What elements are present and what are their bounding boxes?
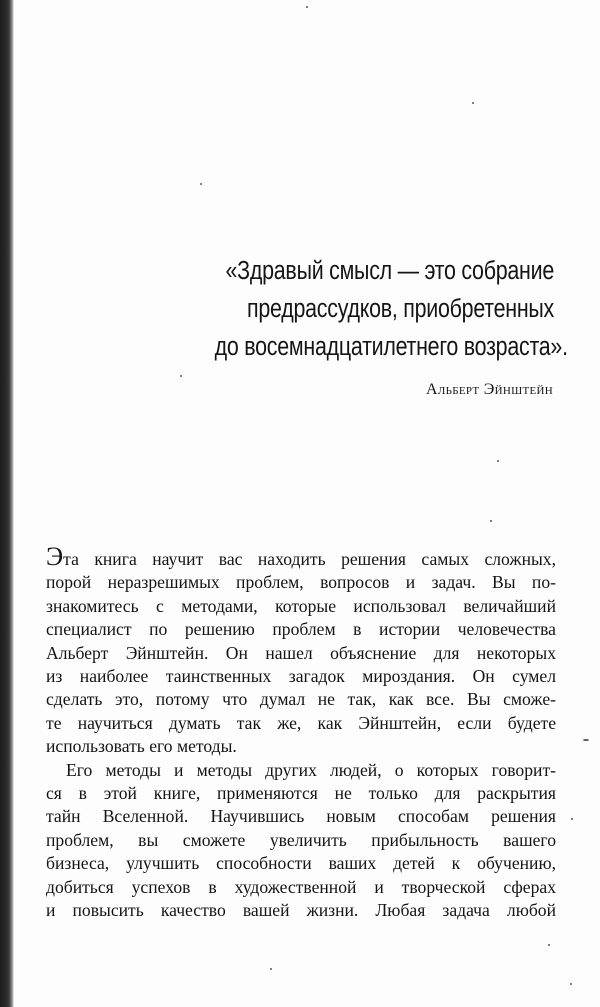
body-line: из наиболее таинственных загадок мироздания. Он сумел xyxy=(46,666,556,687)
body-line xyxy=(46,542,556,571)
scan-speck xyxy=(200,183,202,185)
epigraph-author: Альберт Эйнштейн xyxy=(425,381,553,398)
body-line: порой неразрешимых проблем, вопросов и задач. Вы по- xyxy=(46,572,556,593)
scan-speck xyxy=(571,818,573,820)
scan-speck xyxy=(490,520,492,522)
body-line: добиться успехов в художественной и творческой сферах xyxy=(46,876,556,897)
scan-speck xyxy=(570,983,572,985)
body-line: знакомитесь с методами, которые использовал величайший xyxy=(46,595,556,616)
body-line: ся в этой книге, применяются не только для раскрытия xyxy=(46,783,556,804)
body-line: использовать его методы. xyxy=(46,736,237,757)
body-line: Его методы и методы других людей, о которых говорит- xyxy=(66,759,556,780)
scan-speck xyxy=(472,102,474,104)
scan-speck xyxy=(548,944,550,946)
body-line: Альберт Эйнштейн. Он нашел объяснение для некоторых xyxy=(46,642,556,663)
scan-speck xyxy=(270,968,272,970)
body-line: и повысить качество вашей жизни. Любая задача любой xyxy=(46,900,556,921)
scan-speck xyxy=(180,375,182,377)
epigraph-line: предрассудков, приобретенных xyxy=(247,295,554,323)
body-line: тайн Вселенной. Научившись новым способам решения xyxy=(46,806,556,827)
epigraph-line: до восемнадцатилетнего возраста». xyxy=(214,333,568,361)
scan-binding-edge xyxy=(0,0,14,1007)
first-letter: Э xyxy=(46,542,64,571)
scan-speck xyxy=(497,460,499,462)
epigraph-quote xyxy=(214,252,568,366)
body-line: те научиться думать так же, как Эйнштейн, если будете xyxy=(46,712,556,733)
epigraph-line: «Здравый смысл — это собрание xyxy=(225,257,555,285)
body-line-text: та книга научит вас находить решения самых сложных, xyxy=(63,549,556,569)
body-line: специалист по решению проблем в истории человечества xyxy=(46,619,556,640)
scan-speck xyxy=(583,739,589,741)
body-text xyxy=(46,542,556,923)
scan-speck xyxy=(306,6,308,8)
body-line: бизнеса, улучшить способности ваших детей к обучению, xyxy=(46,853,556,874)
body-line: сделать это, потому что думал не так, как все. Вы сможе- xyxy=(46,689,556,710)
body-line: проблем, вы сможете увеличить прибыльность вашего xyxy=(46,829,556,850)
